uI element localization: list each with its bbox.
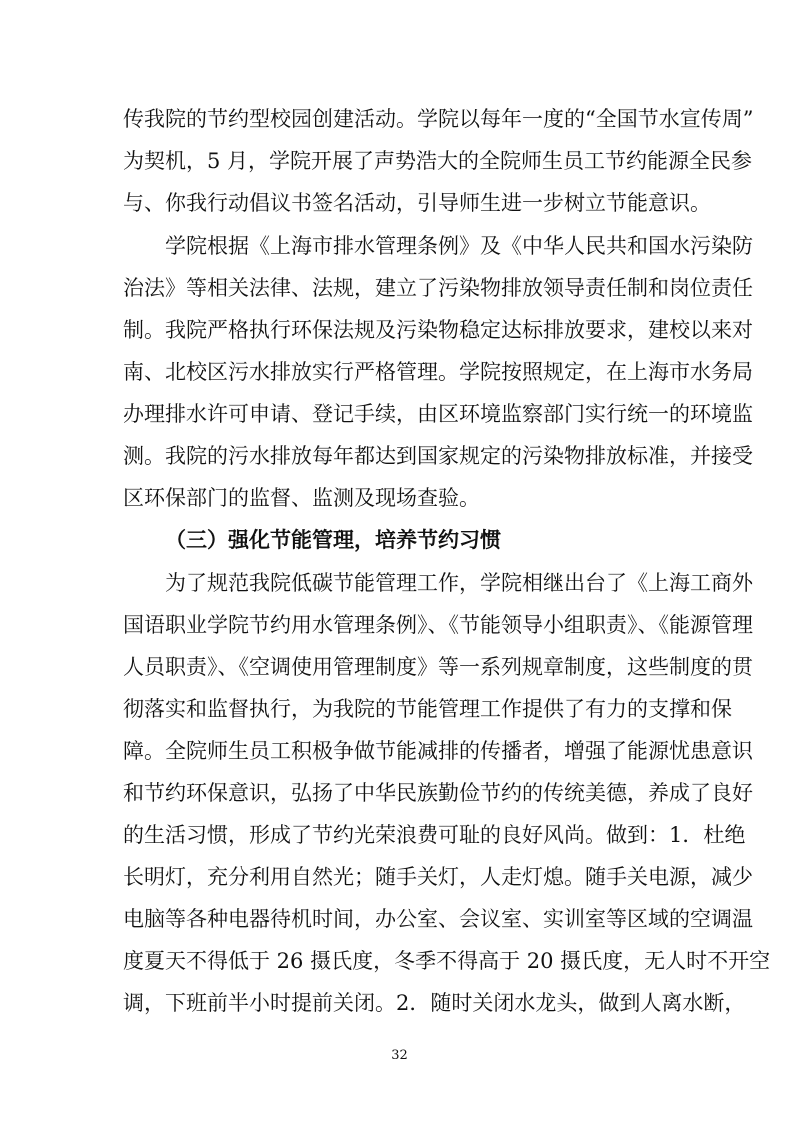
paragraph-1-line-1: 传我院的节约型校园创建活动。学院以每年一度的“全国节水宣传周” <box>123 107 754 131</box>
paragraph-2-line-1: 学院根据《上海市排水管理条例》及《中华人民共和国水污染防 <box>165 234 753 258</box>
paragraph-3-line-5: 障。全院师生员工积极争做节能减排的传播者，增强了能源忧患意识 <box>123 739 753 763</box>
paragraph-3-line-2: 国语职业学院节约用水管理条例》、《节能领导小组职责》、《能源管理 <box>123 613 753 637</box>
paragraph-3-line-3: 人员职责》、《空调使用管理制度》等一系列规章制度，这些制度的贯 <box>123 655 753 679</box>
paragraph-3-line-8: 长明灯，充分利用自然光；随手关灯，人走灯熄。随手关电源，减少 <box>123 865 753 889</box>
paragraph-2-line-2: 治法》等相关法律、法规，建立了污染物排放领导责任制和岗位责任 <box>123 276 753 300</box>
paragraph-3-line-1: 为了规范我院低碳节能管理工作，学院相继出台了《上海工商外 <box>165 571 753 595</box>
paragraph-3-line-11: 调，下班前半小时提前关闭。2．随时关闭水龙头，做到人离水断， <box>123 991 746 1015</box>
paragraph-3-line-4: 彻落实和监督执行，为我院的节能管理工作提供了有力的支撑和保 <box>123 697 732 721</box>
paragraph-3-line-10: 度夏天不得低于 26 摄氏度，冬季不得高于 20 摄氏度，无人时不开空 <box>123 949 771 973</box>
paragraph-2-line-5: 办理排水许可申请、登记手续，由区环境监察部门实行统一的环境监 <box>123 402 753 426</box>
paragraph-2-line-3: 制。我院严格执行环保法规及污染物稳定达标排放要求，建校以来对 <box>123 318 753 342</box>
paragraph-3-line-9: 电脑等各种电器待机时间，办公室、会议室、实训室等区域的空调温 <box>123 907 753 931</box>
section-heading: （三）强化节能管理，培养节约习惯 <box>165 527 501 552</box>
paragraph-2-line-6: 测。我院的污水排放每年都达到国家规定的污染物排放标准，并接受 <box>123 444 753 468</box>
paragraph-1-line-3: 与、你我行动倡议书签名活动，引导师生进一步树立节能意识。 <box>123 191 711 215</box>
paragraph-3-line-7: 的生活习惯，形成了节约光荣浪费可耻的良好风尚。做到：1．杜绝 <box>123 823 746 847</box>
paragraph-1-line-2: 为契机，5 月，学院开展了声势浩大的全院师生员工节约能源全民参 <box>123 149 753 173</box>
page-number: 32 <box>391 1048 408 1063</box>
paragraph-2-line-4: 南、北校区污水排放实行严格管理。学院按照规定，在上海市水务局 <box>123 360 753 384</box>
paragraph-2-line-7: 区环保部门的监督、监测及现场查验。 <box>123 486 480 510</box>
paragraph-3-line-6: 和节约环保意识，弘扬了中华民族勤俭节约的传统美德，养成了良好 <box>123 781 753 805</box>
